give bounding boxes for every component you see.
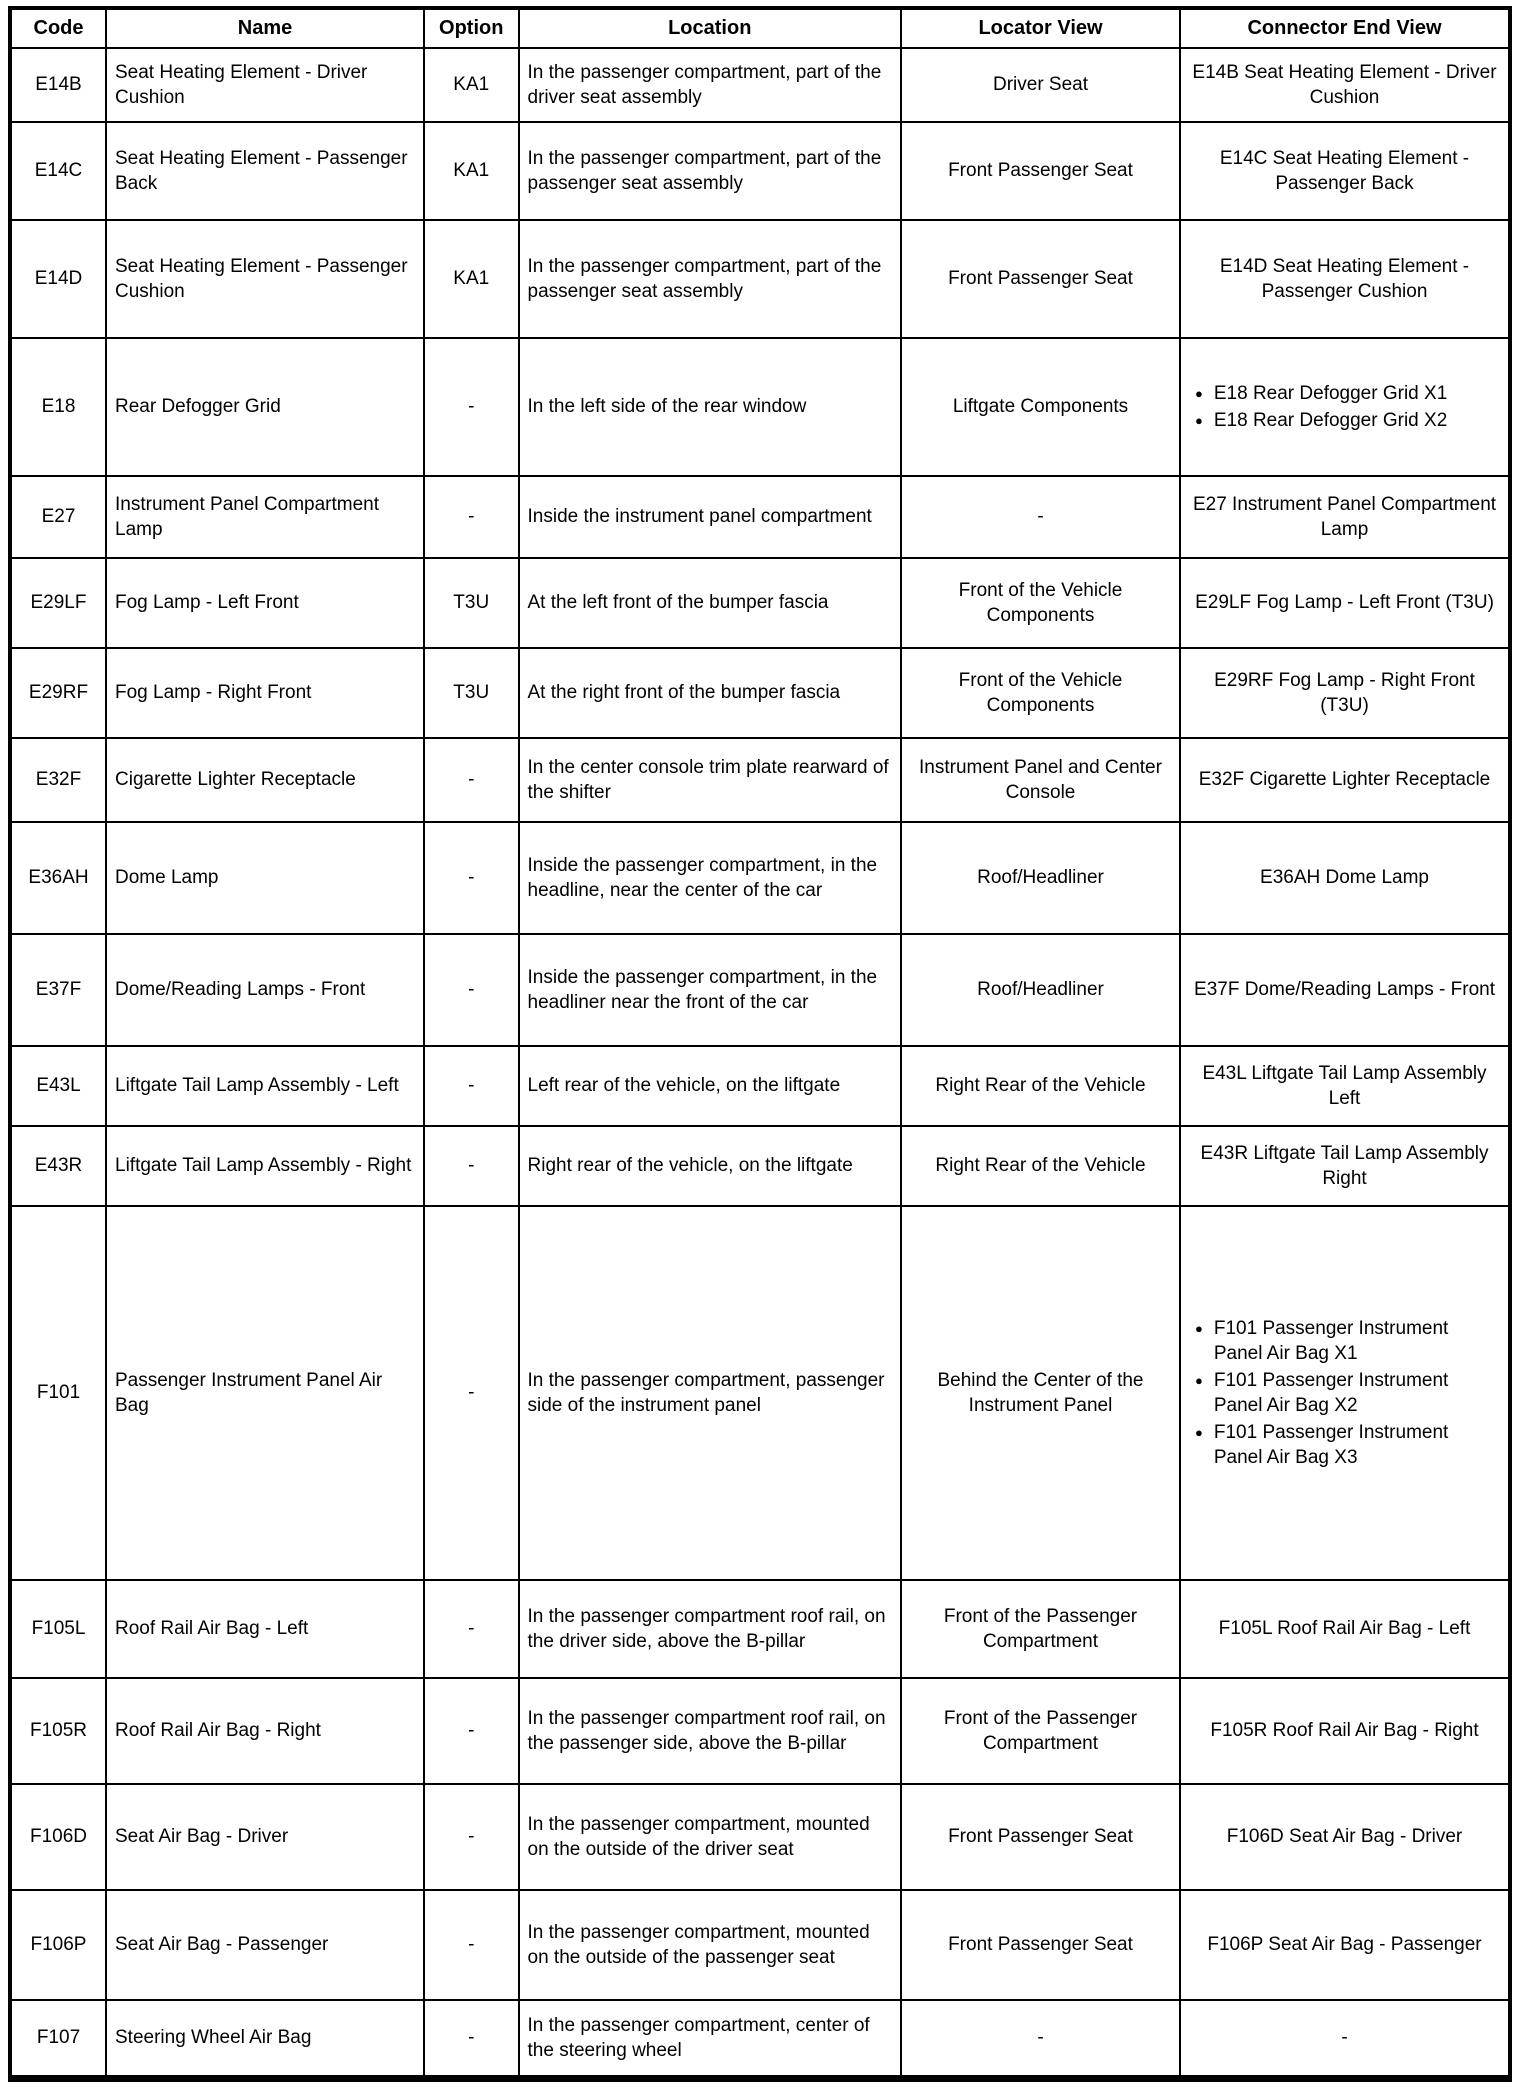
cell-code: E29RF (10, 648, 106, 738)
cell-locator-view: Front of the Vehicle Components (901, 558, 1180, 648)
table-row (10, 738, 1510, 822)
cell-name: Seat Air Bag - Passenger (106, 1890, 424, 2000)
bullet-icon: ● (1195, 413, 1203, 428)
cell-code: F107 (10, 2000, 106, 2079)
header-name: Name (106, 8, 424, 48)
cell-connector-end-view: E29LF Fog Lamp - Left Front (T3U) (1180, 558, 1510, 648)
cell-location: In the left side of the rear window (519, 338, 902, 476)
cell-code: F106D (10, 1784, 106, 1890)
cell-location: Inside the passenger compartment, in the headline, near the center of the car (519, 822, 902, 934)
bullet-text: E18 Rear Defogger Grid X2 (1213, 410, 1448, 431)
cell-option: - (424, 1784, 519, 1890)
cell-locator-view: Front of the Vehicle Components (901, 648, 1180, 738)
bullet-icon: ● (1195, 1425, 1203, 1441)
header-connector-end-view: Connector End View (1180, 8, 1510, 48)
cell-location: In the passenger compartment, center of the steering wheel (519, 2000, 902, 2079)
table-row (10, 1890, 1510, 2000)
cell-name: Steering Wheel Air Bag (106, 2000, 424, 2079)
cell-name: Fog Lamp - Right Front (106, 648, 424, 738)
cell-location: In the passenger compartment, passenger side of the instrument panel (519, 1206, 902, 1580)
cell-name: Seat Heating Element - Passenger Back (106, 122, 424, 220)
header-row (10, 8, 1510, 48)
cell-name: Liftgate Tail Lamp Assembly - Left (106, 1046, 424, 1126)
cell-locator-view: Right Rear of the Vehicle (901, 1126, 1180, 1206)
cell-name: Rear Defogger Grid (106, 338, 424, 476)
cell-name: Liftgate Tail Lamp Assembly - Right (106, 1126, 424, 1206)
cell-location: In the passenger compartment roof rail, on the driver side, above the B-pillar (519, 1580, 902, 1678)
bullet-item (1195, 1316, 1500, 1366)
bullet-icon: ● (1195, 385, 1203, 401)
cell-name: Dome Lamp (106, 822, 424, 934)
cell-option: - (424, 1126, 519, 1206)
cell-connector-end-view: E43R Liftgate Tail Lamp Assembly Right (1180, 1126, 1510, 1206)
cell-location: In the passenger compartment, part of the passenger seat assembly (519, 122, 902, 220)
cell-connector-end-view: F106P Seat Air Bag - Passenger (1180, 1890, 1510, 2000)
cell-option: KA1 (424, 48, 519, 122)
cell-option: - (424, 2000, 519, 2079)
cell-option: - (424, 1580, 519, 1678)
cell-code: E14D (10, 220, 106, 338)
bullet-item (1195, 408, 1500, 433)
bullet-item (1195, 381, 1500, 406)
cell-connector-end-view: E27 Instrument Panel Compartment Lamp (1180, 476, 1510, 558)
cell-code: E43R (10, 1126, 106, 1206)
cell-name: Cigarette Lighter Receptacle (106, 738, 424, 822)
cell-location: In the passenger compartment, part of the driver seat assembly (519, 48, 902, 122)
connector-table-body (10, 48, 1510, 2079)
cell-locator-view: Roof/Headliner (901, 822, 1180, 934)
cell-locator-view: Front of the Passenger Compartment (901, 1678, 1180, 1784)
bullet-text: F101 Passenger Instrument Panel Air Bag X2 (1213, 1369, 1449, 1416)
table-row (10, 648, 1510, 738)
table-row (10, 1678, 1510, 1784)
cell-name: Seat Air Bag - Driver (106, 1784, 424, 1890)
cell-code: E36AH (10, 822, 106, 934)
cell-location: Left rear of the vehicle, on the liftgate (519, 1046, 902, 1126)
cell-name: Instrument Panel Compartment Lamp (106, 476, 424, 558)
cell-name: Seat Heating Element - Passenger Cushion (106, 220, 424, 338)
cell-option: - (424, 1678, 519, 1784)
cell-option: - (424, 822, 519, 934)
bullet-text: F101 Passenger Instrument Panel Air Bag X3 (1213, 1422, 1449, 1469)
cell-location: In the passenger compartment, mounted on the outside of the driver seat (519, 1784, 902, 1890)
cell-option: - (424, 476, 519, 558)
cell-connector-end-view (1180, 338, 1510, 476)
cell-locator-view: Driver Seat (901, 48, 1180, 122)
cell-connector-end-view: E14C Seat Heating Element - Passenger Back (1180, 122, 1510, 220)
cell-connector-end-view: F106D Seat Air Bag - Driver (1180, 1784, 1510, 1890)
cell-location: In the passenger compartment, mounted on the outside of the passenger seat (519, 1890, 902, 2000)
table-row (10, 558, 1510, 648)
cell-location: At the right front of the bumper fascia (519, 648, 902, 738)
cell-connector-end-view: E36AH Dome Lamp (1180, 822, 1510, 934)
bullet-text: F101 Passenger Instrument Panel Air Bag X1 (1213, 1317, 1449, 1364)
cell-connector-end-view: E37F Dome/Reading Lamps - Front (1180, 934, 1510, 1046)
cell-code: E14B (10, 48, 106, 122)
cell-locator-view: Front Passenger Seat (901, 1784, 1180, 1890)
cell-option: - (424, 934, 519, 1046)
table-row (10, 822, 1510, 934)
cell-option: - (424, 1890, 519, 2000)
cell-locator-view: Liftgate Components (901, 338, 1180, 476)
table-row (10, 220, 1510, 338)
cell-code: E29LF (10, 558, 106, 648)
cell-locator-view: Behind the Center of the Instrument Panel (901, 1206, 1180, 1580)
table-row (10, 1206, 1510, 1580)
cell-code: E27 (10, 476, 106, 558)
cell-connector-end-view: E14D Seat Heating Element - Passenger Cushion (1180, 220, 1510, 338)
cell-name: Seat Heating Element - Driver Cushion (106, 48, 424, 122)
cell-location: Inside the passenger compartment, in the headliner near the front of the car (519, 934, 902, 1046)
table-row (10, 338, 1510, 476)
header-location: Location (519, 8, 902, 48)
cell-code: E43L (10, 1046, 106, 1126)
cell-locator-view: Instrument Panel and Center Console (901, 738, 1180, 822)
cell-locator-view: Right Rear of the Vehicle (901, 1046, 1180, 1126)
cell-code: E14C (10, 122, 106, 220)
cell-locator-view: - (901, 2000, 1180, 2079)
bullet-item (1195, 1368, 1500, 1418)
table-row (10, 1580, 1510, 1678)
cell-location: Right rear of the vehicle, on the liftgate (519, 1126, 902, 1206)
cell-name: Passenger Instrument Panel Air Bag (106, 1206, 424, 1580)
bullet-text: E18 Rear Defogger Grid X1 (1213, 382, 1448, 404)
table-row (10, 476, 1510, 558)
cell-location: In the passenger compartment, part of the passenger seat assembly (519, 220, 902, 338)
cell-locator-view: Front of the Passenger Compartment (901, 1580, 1180, 1678)
cell-locator-view: Front Passenger Seat (901, 1890, 1180, 2000)
cell-locator-view: Front Passenger Seat (901, 220, 1180, 338)
cell-code: E18 (10, 338, 106, 476)
table-row (10, 934, 1510, 1046)
table-row (10, 1126, 1510, 1206)
table-row (10, 1046, 1510, 1126)
cell-location: At the left front of the bumper fascia (519, 558, 902, 648)
cell-location: In the passenger compartment roof rail, on the passenger side, above the B-pillar (519, 1678, 902, 1784)
cell-option: T3U (424, 558, 519, 648)
bullet-icon: ● (1195, 1320, 1203, 1336)
cell-option: T3U (424, 648, 519, 738)
header-code: Code (10, 8, 106, 48)
cell-name: Roof Rail Air Bag - Left (106, 1580, 424, 1678)
cell-option: - (424, 738, 519, 822)
cell-connector-end-view: F105R Roof Rail Air Bag - Right (1180, 1678, 1510, 1784)
cell-code: F101 (10, 1206, 106, 1580)
cell-locator-view: Front Passenger Seat (901, 122, 1180, 220)
cell-option: - (424, 1046, 519, 1126)
cell-code: F105L (10, 1580, 106, 1678)
table-row (10, 2000, 1510, 2079)
header-option: Option (424, 8, 519, 48)
cell-connector-end-view: - (1180, 2000, 1510, 2079)
cell-locator-view: - (901, 476, 1180, 558)
bullet-item (1195, 1420, 1500, 1470)
bullet-icon: ● (1195, 1372, 1203, 1388)
cell-location: In the center console trim plate rearward of the shifter (519, 738, 902, 822)
table-row (10, 122, 1510, 220)
table-row (10, 1784, 1510, 1890)
table-header (10, 8, 1510, 48)
cell-code: F106P (10, 1890, 106, 2000)
cell-option: - (424, 338, 519, 476)
header-locator-view: Locator View (901, 8, 1180, 48)
cell-name: Fog Lamp - Left Front (106, 558, 424, 648)
cell-connector-end-view: F105L Roof Rail Air Bag - Left (1180, 1580, 1510, 1678)
connector-table (8, 6, 1512, 2082)
cell-code: E32F (10, 738, 106, 822)
cell-code: E37F (10, 934, 106, 1046)
cell-connector-end-view: E14B Seat Heating Element - Driver Cushion (1180, 48, 1510, 122)
cell-location: Inside the instrument panel compartment (519, 476, 902, 558)
table-row (10, 48, 1510, 122)
cell-option: - (424, 1206, 519, 1580)
cell-connector-end-view: E43L Liftgate Tail Lamp Assembly Left (1180, 1046, 1510, 1126)
cell-option: KA1 (424, 122, 519, 220)
cell-name: Dome/Reading Lamps - Front (106, 934, 424, 1046)
cell-name: Roof Rail Air Bag - Right (106, 1678, 424, 1784)
cell-connector-end-view: E29RF Fog Lamp - Right Front (T3U) (1180, 648, 1510, 738)
cell-code: F105R (10, 1678, 106, 1784)
cell-connector-end-view: E32F Cigarette Lighter Receptacle (1180, 738, 1510, 822)
cell-connector-end-view (1180, 1206, 1510, 1580)
cell-locator-view: Roof/Headliner (901, 934, 1180, 1046)
cell-option: KA1 (424, 220, 519, 338)
